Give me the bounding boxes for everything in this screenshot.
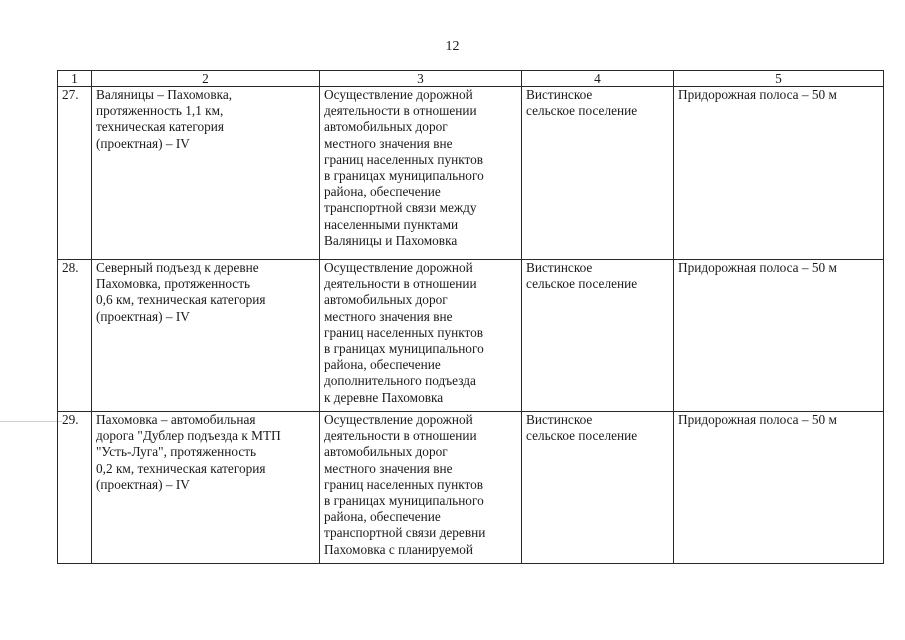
location-cell: Вистинское сельское поселение [522,412,674,564]
row-number: 28. [58,260,92,412]
row-number: 27. [58,87,92,260]
table-header-row [58,71,884,87]
table-row [58,87,884,260]
column-header-3: 3 [320,71,522,87]
scan-artifact-line [0,421,62,422]
road-description-cell: Северный подъезд к деревне Пахомовка, протяженность 0,6 км, техническая категория (проектная) – IV [92,260,320,412]
road-description-cell: Пахомовка – автомобильная дорога "Дублер подъезда к МТП "Усть-Луга", протяженность 0,2 км, техническая категория (проектная) – IV [92,412,320,564]
column-header-2: 2 [92,71,320,87]
document-table [57,70,884,564]
purpose-cell: Осуществление дорожной деятельности в отношении автомобильных дорог местного значения вне границ населенных пунктов в границах муниципального района, обеспечение транспортной связи деревни Пахомовка с планируемой [320,412,522,564]
road-description-cell: Валяницы – Пахомовка, протяженность 1,1 км, техническая категория (проектная) – IV [92,87,320,260]
page-number: 12 [445,39,460,54]
column-header-1: 1 [58,71,92,87]
zone-cell: Придорожная полоса – 50 м [674,87,884,260]
location-cell: Вистинское сельское поселение [522,260,674,412]
purpose-cell: Осуществление дорожной деятельности в отношении автомобильных дорог местного значения вне границ населенных пунктов в границах муниципального района, обеспечение дополнительного подъезда к деревне Пахомовка [320,260,522,412]
purpose-cell: Осуществление дорожной деятельности в отношении автомобильных дорог местного значения вне границ населенных пунктов в границах муниципального района, обеспечение транспортной связи между населенными пунктами Валяницы и Пахомовка [320,87,522,260]
column-header-4: 4 [522,71,674,87]
zone-cell: Придорожная полоса – 50 м [674,260,884,412]
location-cell: Вистинское сельское поселение [522,87,674,260]
column-header-5: 5 [674,71,884,87]
zone-cell: Придорожная полоса – 50 м [674,412,884,564]
table-row [58,260,884,412]
row-number: 29. [58,412,92,564]
table-row [58,412,884,564]
